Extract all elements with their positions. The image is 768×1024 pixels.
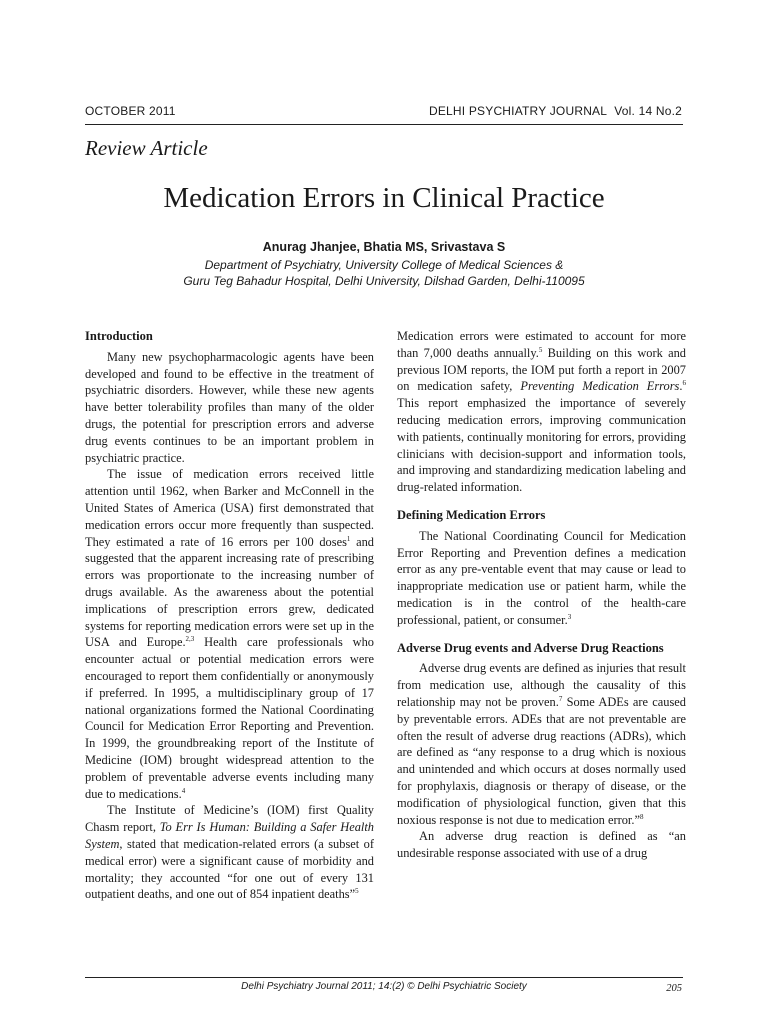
intro-paragraph-2: The issue of medication errors received little attention until 1962, when Barker and McConnell in the United States of America (USA) first demonstrated that medication errors occur more frequently than suspected. They estimated a rate of 16 errors per 100 doses$^1$ and suggested that the apparent increasing rate of prescribing errors was proportionate to the increasing number of drugs available. As the awareness about the potential implications of prescription errors grew, dedicated systems for reporting medication errors were set up in the USA and Europe.$^{2,3}$ Health care professionals who encounter actual or potential medication errors were encouraged to report them confidentially or anonymously if preferred. In 1995, a multidisciplinary group of 17 national organizations formed the National Coordinating Council for Medication Error Reporting and Prevention. In 1999, the groundbreaking report of the Institute of Medicine (IOM) brought widespread attention to the problem of preventable adverse events including many due to medications.$^4$ [85, 467, 375, 801]
citation-ref: 4 [181, 786, 186, 795]
right-column [397, 328, 686, 862]
footer-rule [85, 977, 683, 978]
citation-ref: 5 [538, 345, 543, 354]
heading-introduction: Introduction [85, 329, 153, 343]
article-title: Medication Errors in Clinical Practice [163, 182, 605, 214]
running-header-date: OCTOBER 2011 [85, 104, 176, 118]
affiliation-line-1: Department of Psychiatry, University College of Medical Sciences & [204, 258, 564, 272]
author-list: Anurag Jhanjee, Bhatia MS, Srivastava S [262, 240, 506, 254]
intro-paragraph-3-continued: Medication errors were estimated to account for more than 7,000 deaths annually.$^5$ Building on this work and previous IOM reports, the IOM put forth a report in 2007 on medication safety, Preventing Medication Errors.$^6$ This report emphasized the importance of severely reducing medication errors, improving communication with patients, continually monitoring for errors, providing clinicians with decision-support and information tools, and improving and standardizing medication labeling and drug-related information. [397, 329, 686, 495]
journal-volume: Vol. 14 No.2 [614, 104, 682, 118]
affiliation-line-2: Guru Teg Bahadur Hospital, Delhi University, Dilshad Garden, Delhi-110095 [183, 274, 585, 288]
defining-paragraph: The National Coordinating Council for Medication Error Reporting and Prevention defines a medication error as any pre-ventable event that may cause or lead to inappropriate medication use or patient harm, while the medication is in the control of the health-care professional, patient, or consumer.$^3$ [397, 528, 686, 627]
intro-paragraph-3: The Institute of Medicine’s (IOM) first Quality Chasm report, To Err Is Human: Building a Safer Health System, stated that medication-related errors (a subset of medical error) were a significant cause of morbidity and mortality; they accounted “for one out of every 131 outpatient deaths, and one out of 854 inpatient deaths”$^5$ [85, 803, 374, 902]
ade-paragraph-1: Adverse drug events are defined as injuries that result from medication use, although the causality of this relationship may not be proven.$^7$ Some ADEs are caused by preventable errors. ADEs that are not preventable are often the result of adverse drug reactions (ADRs), which are defined as “any response to a drug which is noxious and unintended and which occurs at doses normally used for prophylaxis, diagnosis or therapy of disease, or the modification of physiological function, given that this noxious response is not due to medication error.”$^8$ [397, 661, 686, 827]
citation-ref: 7 [558, 694, 563, 703]
page-number: 205 [666, 983, 682, 994]
citation-ref: 5 [355, 887, 359, 896]
report-title: Preventing Medication Errors [520, 379, 680, 394]
header-rule [85, 124, 683, 125]
heading-adverse-drug-events: Adverse Drug events and Adverse Drug Reactions [397, 640, 664, 655]
citation-ref: 2,3 [185, 635, 195, 644]
ade-paragraph-2: An adverse drug reaction is defined as “an undesirable response associated with use of a drug [397, 829, 686, 861]
citation-ref: 1 [346, 534, 351, 543]
book-title: To Err Is Human: Building a Safer Health System [85, 820, 374, 851]
footer-citation: Delhi Psychiatry Journal 2011; 14:(2) © Delhi Psychiatric Society [241, 981, 527, 992]
journal-name: DELHI PSYCHIATRY JOURNAL [428, 104, 608, 118]
left-column [85, 328, 374, 903]
citation-ref: 3 [567, 612, 572, 621]
article-type: Review Article [85, 136, 208, 160]
citation-ref: 8 [639, 812, 644, 821]
citation-ref: 6 [682, 379, 686, 388]
running-header-journal [429, 104, 682, 118]
intro-paragraph-1: Many new psychopharmacologic agents have been developed and found to be effective in the treatment of psychiatric disorders. However, while these new agents have better tolerability profiles than many of the older drugs, the potential for prescription errors and adverse drug events continues to be an important problem in psychiatric practice. [85, 349, 374, 465]
heading-defining-medication-errors: Defining Medication Errors [397, 507, 546, 522]
